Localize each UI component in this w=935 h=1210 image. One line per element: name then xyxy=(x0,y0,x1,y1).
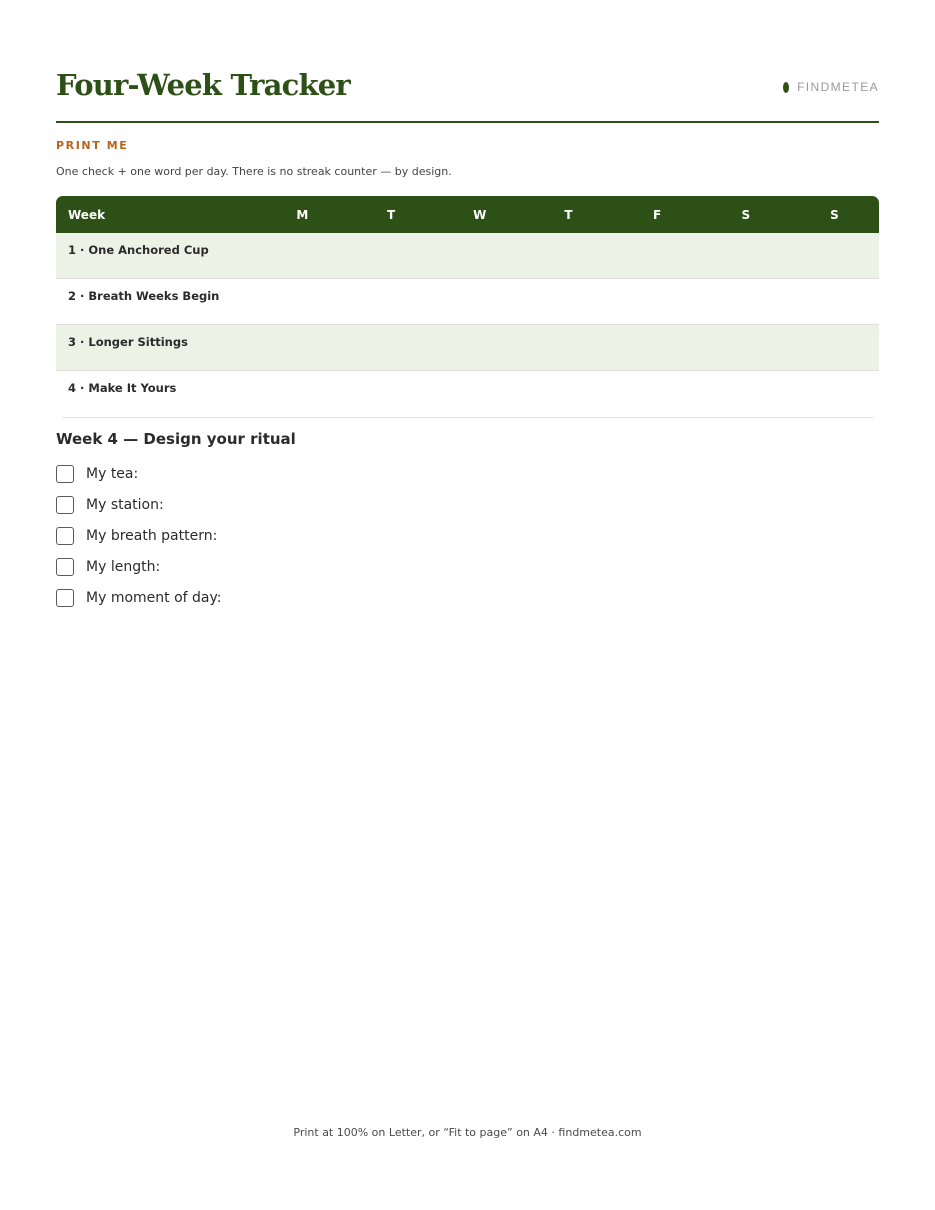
checklist-label: My tea: xyxy=(86,465,139,482)
day-header: W xyxy=(473,207,487,222)
day-cell[interactable] xyxy=(613,279,702,324)
leaf-icon xyxy=(783,82,789,93)
section-title: Week 4 — Design your ritual xyxy=(56,430,296,448)
checkbox[interactable] xyxy=(56,527,74,545)
checkbox[interactable] xyxy=(56,496,74,514)
day-cell[interactable] xyxy=(524,233,613,278)
day-header: T xyxy=(564,207,573,222)
checkbox[interactable] xyxy=(56,465,74,483)
intro-text: One check + one word per day. There is no streak counter — by design. xyxy=(56,165,452,178)
day-header: M xyxy=(296,207,309,222)
checklist-label: My moment of day: xyxy=(86,589,222,606)
day-cell[interactable] xyxy=(524,279,613,324)
checklist-item xyxy=(56,582,879,613)
day-cell[interactable] xyxy=(258,233,347,278)
page-header xyxy=(56,68,879,123)
design-ritual-section xyxy=(56,430,879,613)
day-cell[interactable] xyxy=(613,325,702,370)
day-cell[interactable] xyxy=(258,325,347,370)
print-me-label: PRINT ME xyxy=(56,139,129,152)
brand-name: FINDMETEA xyxy=(797,80,879,94)
day-cell[interactable] xyxy=(435,233,524,278)
day-cell[interactable] xyxy=(435,371,524,417)
day-cell[interactable] xyxy=(258,371,347,417)
day-cell[interactable] xyxy=(524,371,613,417)
tracker-table xyxy=(56,196,879,418)
table-row xyxy=(56,279,879,325)
day-cell[interactable] xyxy=(613,371,702,417)
checklist-item xyxy=(56,489,879,520)
checkbox[interactable] xyxy=(56,589,74,607)
brand xyxy=(783,80,879,94)
week-label: 1 · One Anchored Cup xyxy=(68,243,209,257)
day-cell[interactable] xyxy=(790,233,879,278)
day-header: S xyxy=(741,207,751,222)
table-row xyxy=(56,325,879,371)
day-cell[interactable] xyxy=(790,279,879,324)
week-label: 4 · Make It Yours xyxy=(68,381,177,395)
table-divider xyxy=(62,417,873,418)
day-cell[interactable] xyxy=(701,233,790,278)
checklist-label: My length: xyxy=(86,558,161,575)
day-cell[interactable] xyxy=(347,233,436,278)
day-header: S xyxy=(830,207,839,222)
day-cell[interactable] xyxy=(347,279,436,324)
day-cell[interactable] xyxy=(347,325,436,370)
checkbox[interactable] xyxy=(56,558,74,576)
day-cell[interactable] xyxy=(701,325,790,370)
week-label: 2 · Breath Weeks Begin xyxy=(68,289,220,303)
week-label: 3 · Longer Sittings xyxy=(68,335,188,349)
table-header xyxy=(56,196,879,233)
table-row xyxy=(56,233,879,279)
day-header: T xyxy=(386,207,396,222)
checklist-label: My breath pattern: xyxy=(86,527,218,544)
checklist-item xyxy=(56,551,879,582)
day-cell[interactable] xyxy=(435,325,524,370)
checklist-label: My station: xyxy=(86,496,164,513)
day-cell[interactable] xyxy=(613,233,702,278)
day-cell[interactable] xyxy=(701,371,790,417)
page-title: Four-Week Tracker xyxy=(56,68,350,102)
day-cell[interactable] xyxy=(790,371,879,417)
day-cell[interactable] xyxy=(258,279,347,324)
day-header: F xyxy=(652,207,662,222)
table-row xyxy=(56,371,879,417)
day-cell[interactable] xyxy=(347,371,436,417)
checklist-item xyxy=(56,520,879,551)
day-cell[interactable] xyxy=(701,279,790,324)
day-cell[interactable] xyxy=(435,279,524,324)
checklist-item xyxy=(56,458,879,489)
day-cell[interactable] xyxy=(524,325,613,370)
week-column-header: Week xyxy=(68,207,106,222)
print-instructions: Print at 100% on Letter, or “Fit to page” on A4 · findmetea.com xyxy=(293,1126,642,1139)
day-cell[interactable] xyxy=(790,325,879,370)
